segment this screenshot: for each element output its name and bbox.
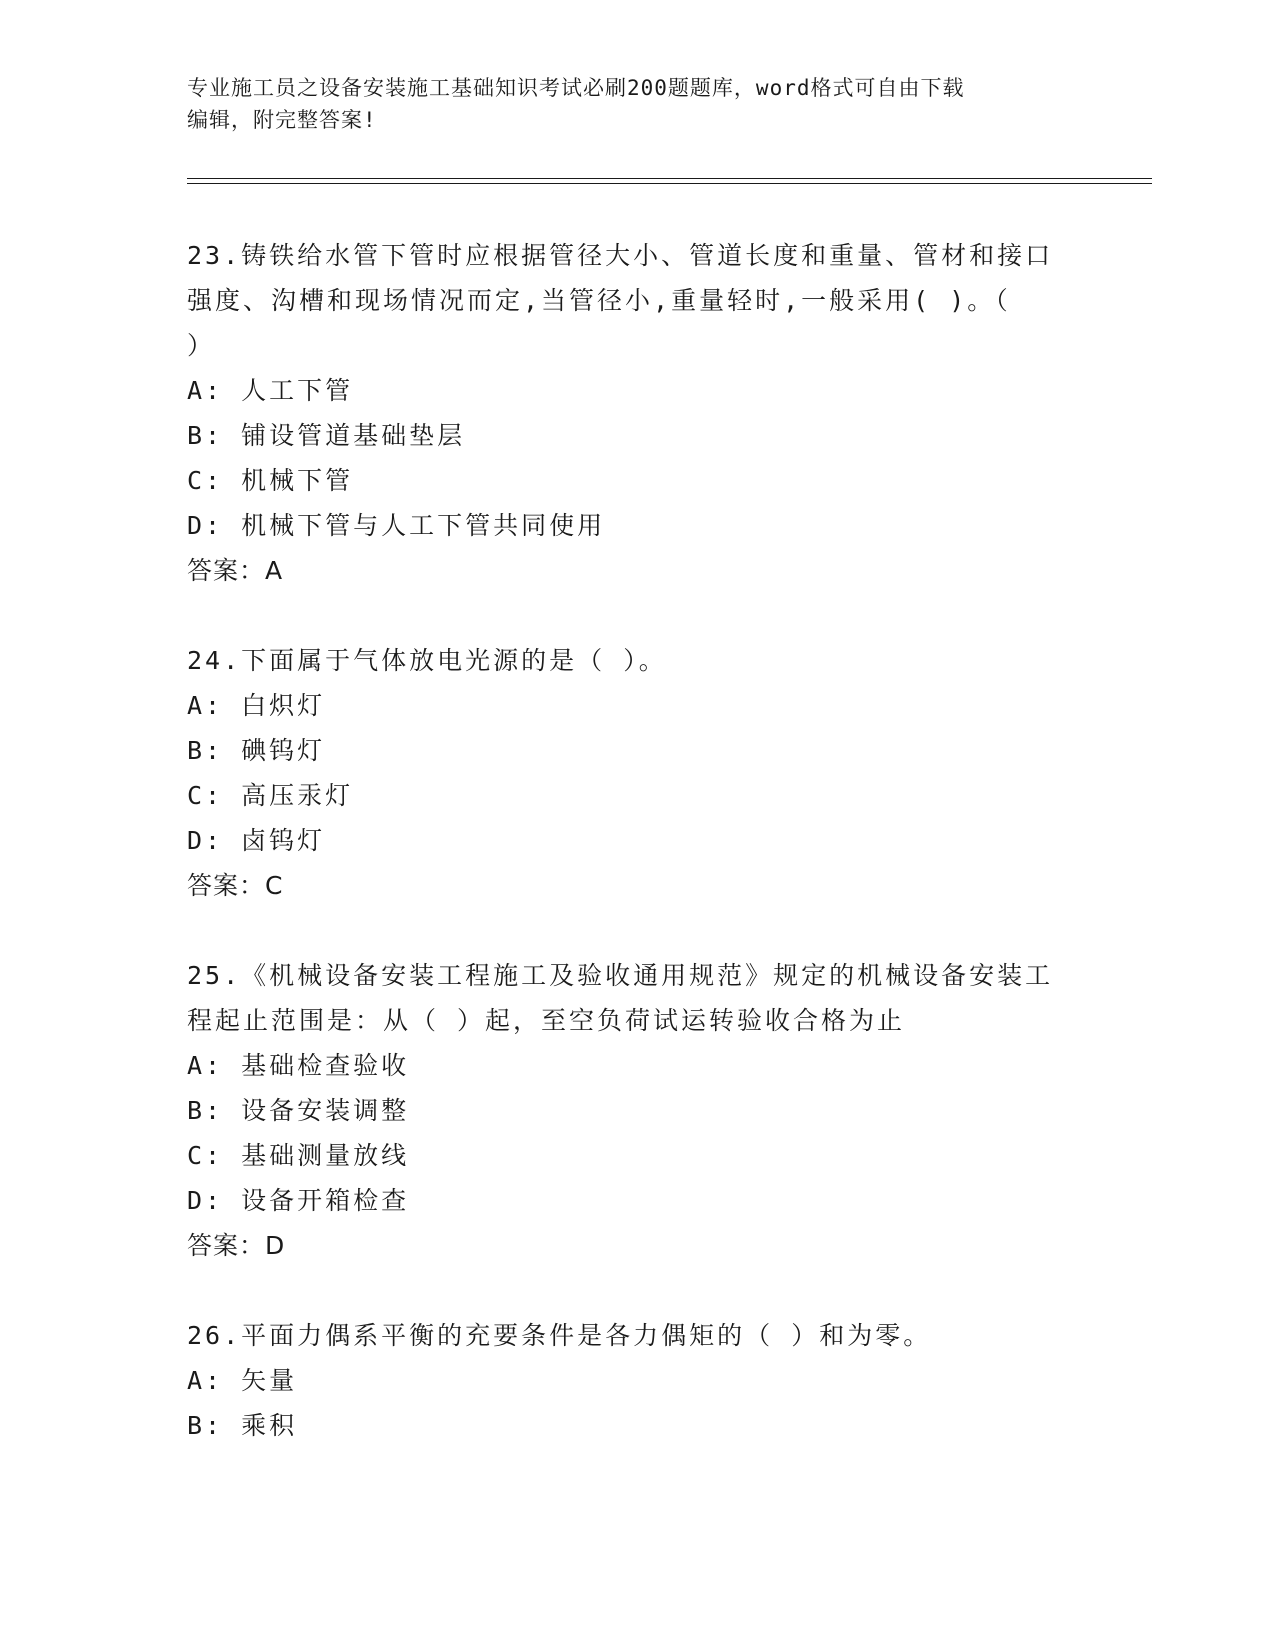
question-stem-line: 23.铸铁给水管下管时应根据管径大小、管道长度和重量、管材和接口 xyxy=(187,241,1054,270)
header-divider-bottom xyxy=(187,183,1152,184)
option-c: C: 高压汞灯 xyxy=(187,781,354,810)
option-d: D: 卤钨灯 xyxy=(187,826,326,855)
header-line-2: 编辑，附完整答案! xyxy=(187,108,377,132)
answer-text: 答案：A xyxy=(187,556,284,585)
question-stem-line: ） xyxy=(187,331,216,360)
question-stem-line: 强度、沟槽和现场情况而定,当管径小,重量轻时,一般采用( )。（ xyxy=(187,286,1011,315)
option-a: A: 人工下管 xyxy=(187,376,354,405)
answer-text: 答案：D xyxy=(187,1231,286,1260)
option-c: C: 机械下管 xyxy=(187,466,354,495)
option-b: B: 设备安装调整 xyxy=(187,1096,410,1125)
question-stem-line: 25.《机械设备安装工程施工及验收通用规范》规定的机械设备安装工 xyxy=(187,961,1054,990)
question-25 xyxy=(187,953,1077,1268)
header-line-1: 专业施工员之设备安装施工基础知识考试必刷200题题库，word格式可自由下载 xyxy=(187,76,965,100)
option-b: B: 铺设管道基础垫层 xyxy=(187,421,466,450)
option-a: A: 白炽灯 xyxy=(187,691,326,720)
question-24 xyxy=(187,638,1077,908)
question-26 xyxy=(187,1313,1077,1448)
option-a: A: 基础检查验收 xyxy=(187,1051,410,1080)
question-stem-line: 24.下面属于气体放电光源的是（ ）。 xyxy=(187,646,667,675)
option-d: D: 机械下管与人工下管共同使用 xyxy=(187,511,606,540)
option-b: B: 碘钨灯 xyxy=(187,736,326,765)
answer-text: 答案：C xyxy=(187,871,284,900)
option-a: A: 矢量 xyxy=(187,1366,298,1395)
question-list xyxy=(187,233,1077,1493)
header-divider-top xyxy=(187,178,1152,179)
question-23 xyxy=(187,233,1077,593)
option-c: C: 基础测量放线 xyxy=(187,1141,410,1170)
document-header xyxy=(187,72,1067,136)
option-b: B: 乘积 xyxy=(187,1411,298,1440)
question-stem-line: 26.平面力偶系平衡的充要条件是各力偶矩的（ ）和为零。 xyxy=(187,1321,932,1350)
question-stem-line: 程起止范围是：从（ ）起，至空负荷试运转验收合格为止 xyxy=(187,1006,906,1035)
option-d: D: 设备开箱检查 xyxy=(187,1186,410,1215)
